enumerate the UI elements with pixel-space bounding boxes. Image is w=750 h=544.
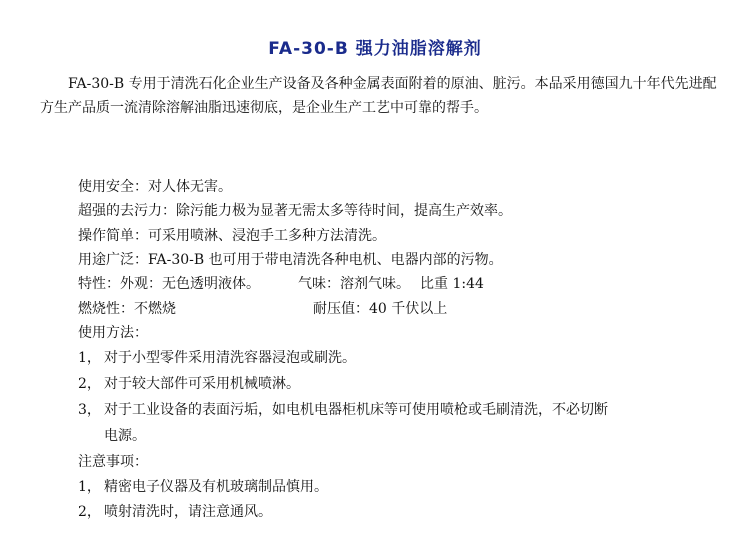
odor-text: 气味：溶剂气味。 <box>298 276 410 292</box>
notes-title: 注意事项： <box>78 454 148 470</box>
cleaning-power-line: 超强的去污力：除污能力极为显著无需太多等待时间，提高生产效率。 <box>78 203 512 219</box>
specific-gravity-text: 比重 1:44 <box>420 276 484 292</box>
method-text: 对于工业设备的表面污垢，如电机电器柜机床等可使用喷枪或毛刷清洗，不必切断 <box>104 402 608 418</box>
operation-line: 操作简单：可采用喷淋、浸泡手工多种方法清洗。 <box>78 228 386 244</box>
method-item <box>78 347 356 367</box>
appearance-text: 特性：外观：无色透明液体。 <box>78 276 260 292</box>
method-continuation: 电源。 <box>104 428 146 444</box>
page-title: FA-30-B 强力油脂溶解剂 <box>268 39 482 59</box>
note-text: 精密电子仪器及有机玻璃制品慎用。 <box>104 479 328 495</box>
properties-line <box>78 273 484 293</box>
method-item <box>78 373 300 393</box>
note-text: 喷射清洗时，请注意通风。 <box>104 504 272 520</box>
method-title: 使用方法： <box>78 325 148 341</box>
method-number: 3， <box>78 402 101 418</box>
usage-line: 用途广泛：FA-30-B 也可用于带电清洗各种电机、电器内部的污物。 <box>78 252 503 268</box>
flammability-line: 燃烧性：不燃烧 <box>78 301 176 317</box>
method-number: 1， <box>78 350 101 366</box>
safety-line: 使用安全：对人体无害。 <box>78 179 232 195</box>
note-item <box>78 501 272 521</box>
note-item <box>78 476 328 496</box>
method-item <box>78 399 608 419</box>
method-number: 2， <box>78 376 101 392</box>
intro-paragraph: FA-30-B 专用于清洗石化企业生产设备及各种金属表面附着的原油、脏污。本品采用德国九十年代先进配方生产品质一流清除溶解油脂迅速彻底，是企业生产工艺中可靠的帮手。 <box>40 76 717 116</box>
method-text: 对于小型零件采用清洗容器浸泡或刷洗。 <box>104 350 356 366</box>
method-text: 对于较大部件可采用机械喷淋。 <box>104 376 300 392</box>
note-number: 1， <box>78 479 101 495</box>
voltage-line: 耐压值：40 千伏以上 <box>313 301 448 317</box>
note-number: 2， <box>78 504 101 520</box>
